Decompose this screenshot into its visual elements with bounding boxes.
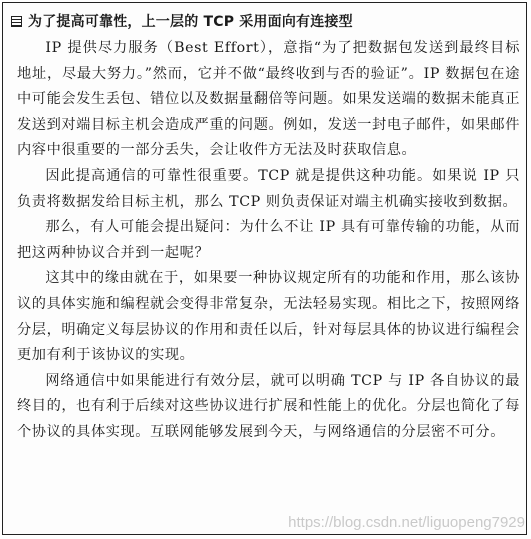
paragraph-best-effort: IP 提供尽力服务（Best Effort），意指“为了把数据包发送到最终目标地址，尽最大努力。”然而，它并不做“最终收到与否的验证”。IP 数据包在途中可能会发生丢包、错位以及数据量翻倍等问题。如果发送端的数据未能真正发送到对端目标主机会造成严重的问题。例如，发送一封电子邮件，如果邮件内容中很重要的一部分丢失，会让收件方无法及时获取信息。 <box>17 40 520 159</box>
document-body <box>17 36 520 446</box>
paragraph-layering: 网络通信中如果能进行有效分层，就可以明确 TCP 与 IP 各自协议的最终目的，也有利于后续对这些协议进行扩展和性能上的优化。分层也简化了每个协议的具体实现。互联网能够发展到今天，与网络通信的分层密不可分。 <box>17 372 520 440</box>
heading-bullet-icon <box>11 16 22 27</box>
paragraph-question: 那么，有人可能会提出疑问：为什么不让 IP 具有可靠传输的功能，从而把这两种协议合并到一起呢？ <box>17 219 520 261</box>
document-frame <box>2 2 527 535</box>
section-heading <box>11 9 353 33</box>
paragraph-reason: 这其中的缘由就在于，如果要一种协议规定所有的功能和作用，那么该协议的具体实施和编程就会变得非常复杂，无法轻易实现。相比之下，按照网络分层，明确定义每层协议的作用和责任以后，针对每层具体的协议进行编程会更加有利于该协议的实现。 <box>17 270 520 364</box>
watermark-url: https://blog.csdn.net/liguopeng7929 <box>288 514 525 531</box>
paragraph-reliability: 因此提高通信的可靠性很重要。TCP 就是提供这种功能。如果说 IP 只负责将数据发给目标主机，那么 TCP 则负责保证对端主机确实接收到数据。 <box>17 167 520 210</box>
section-title: 为了提高可靠性，上一层的 TCP 采用面向有连接型 <box>28 14 353 30</box>
